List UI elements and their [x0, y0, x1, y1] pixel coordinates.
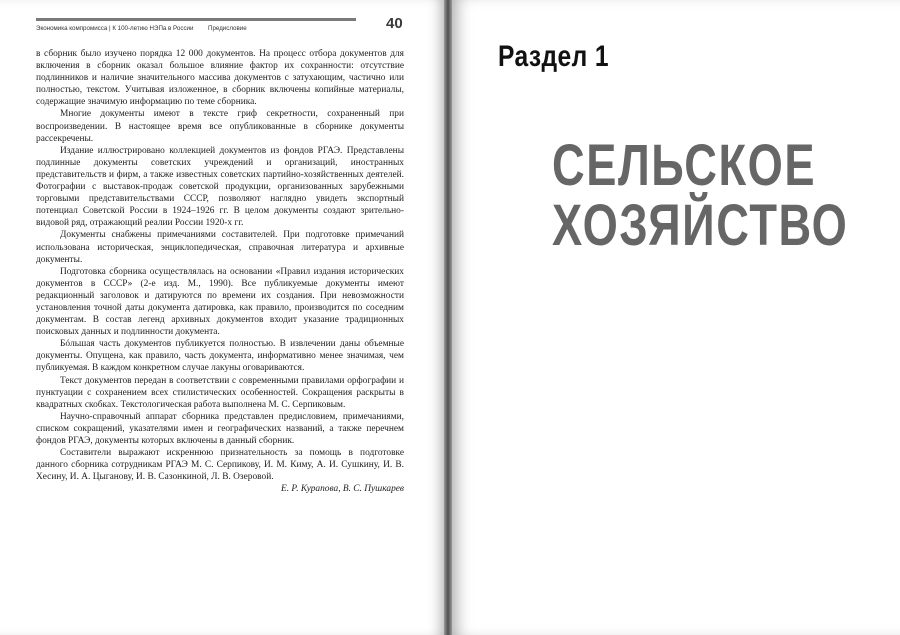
paragraph: Бóльшая часть документов публикуется полностью. В извлечении даны объемные документы. Опущена, как правило, часть документа, информативно менее значимая, чем публикуемая. В каждом конкретном случае лакуны оговариваются. — [36, 339, 404, 374]
paragraph: Подготовка сборника осуществлялась на основании «Правил издания исторических документов в СССР» (2-е изд. М., 1990). Все публикуемые документы имеют редакционный заголовок и датируются по времени их создания. При невозможности установления точной даты документа датировка, как правило, производится по соседним документам. В состав легенд архивных документов входит указание традиционных поисковых данных и подлинности документа. — [36, 266, 404, 338]
running-head-section: Предисловие — [208, 25, 247, 32]
page-number: 40 — [386, 15, 403, 32]
section-title — [552, 133, 849, 258]
signature: Е. Р. Курапова, В. С. Пушкарев — [281, 484, 404, 495]
paragraph: Составители выражают искреннюю признательность за помощь в подготовке данного сборника сотрудникам РГАЭ М. С. Серпикову, И. М. Киму, А. И. Сушкину, И. В. Хесину, И. А. Цыганову, И. В. Сазонкиной, Л. В. Озеровой. — [36, 448, 404, 483]
paragraph: Многие документы имеют в тексте гриф секретности, сохраненный при воспроизведении. В настоящее время все опубликованные в сборнике документы рассекречены. — [36, 109, 404, 144]
section-title-line: ХОЗЯЙСТВО — [552, 193, 849, 258]
running-head — [36, 18, 356, 41]
running-head-title: Экономика компромисса | К 100-летию НЭПа в России — [36, 25, 194, 32]
book-gutter — [444, 0, 452, 635]
left-page — [0, 0, 444, 635]
paragraph: в сборник было изучено порядка 12 000 документов. На процесс отбора документов для включения в сборник оказал большое влияние фактор их сохранности: отсутствие подлинников и наличие значительного массива документов с затухающим, частично или полностью, текстом. Учитывая изложенное, в сборник включены копийные материалы, содержащие значимую информацию по теме сборника. — [36, 49, 404, 108]
section-label: Раздел 1 — [498, 40, 610, 73]
paragraph: Документы снабжены примечаниями составителей. При подготовке примечаний использована историческая, энциклопедическая, справочная литература и архивные документы. — [36, 230, 404, 265]
paragraph: Текст документов передан в соответствии с современными правилами орфографии и пунктуации с сохранением всех стилистических особенностей. Сокращения раскрыты в квадратных скобках. Текстологическая работа выполнена М. С. Серпиковым. — [36, 375, 404, 410]
paragraph: Издание иллюстрировано коллекцией документов из фондов РГАЭ. Представлены подлинные документы советских учреждений и организаций, иностранных представительств и фирм, а также известных советских партийно-хозяйственных деятелей. Фотографии с выставок-продаж советской продукции, организованных зарубежными торговыми представительствами СССР, позволяют наглядно увидеть экспортный потенциал Советской России в 1924–1926 гг. В целом документы создают зрительно-видовой ряд, отражающий реалии России 1920-х гг. — [36, 145, 404, 229]
section-title-line: СЕЛЬСКОЕ — [552, 133, 817, 198]
body-text — [36, 48, 404, 495]
paragraph: Научно-справочный аппарат сборника представлен предисловием, примечаниями, списком сокращений, указателями имен и географических названий, а также перечнем фондов РГАЭ, документы которых включены в данный сборник. — [36, 411, 404, 446]
right-page — [452, 0, 900, 635]
